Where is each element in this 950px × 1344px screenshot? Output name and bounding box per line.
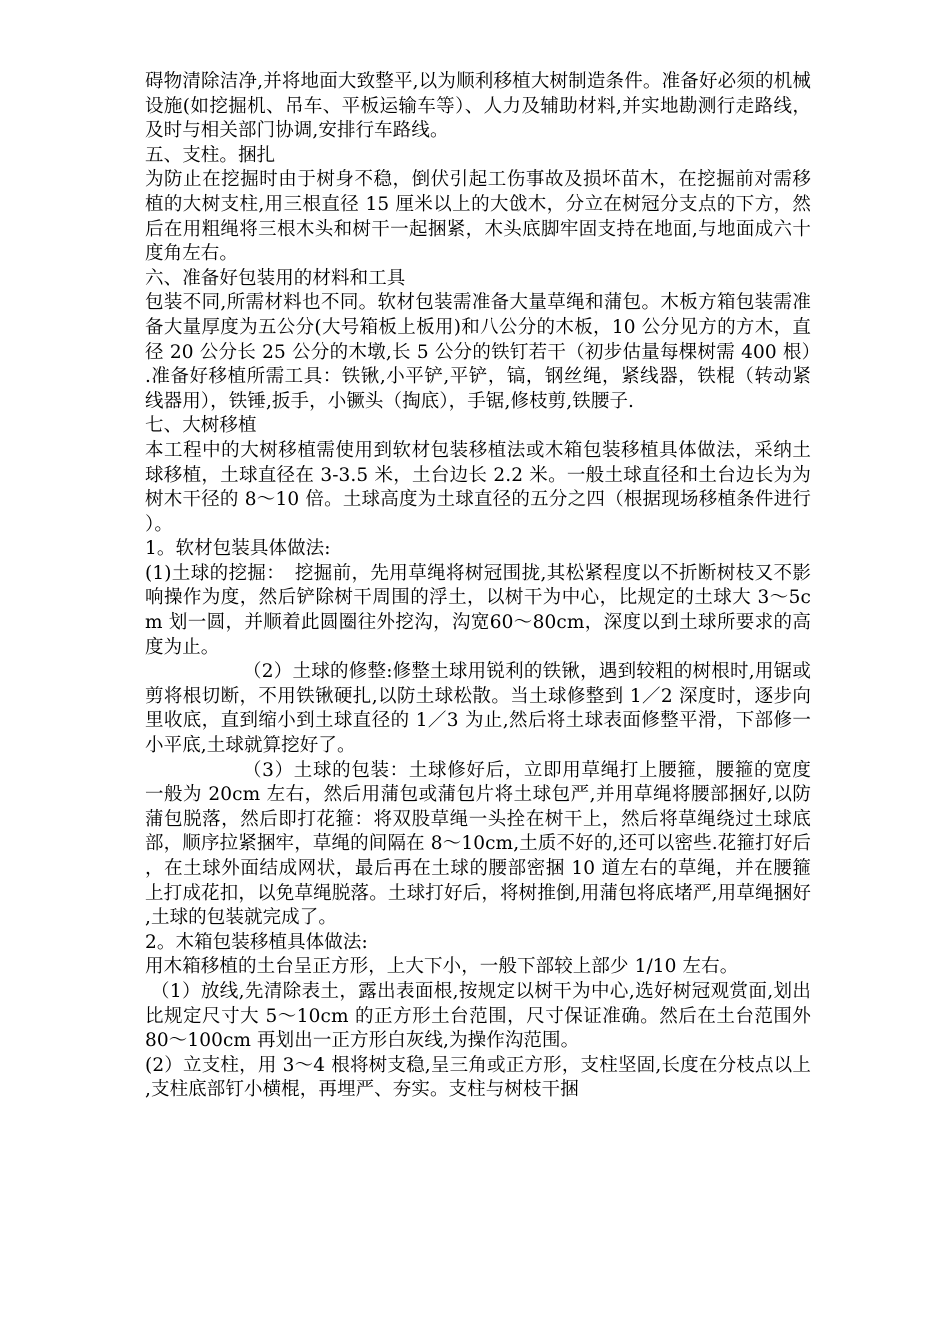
body-paragraph: 为防止在挖掘时由于树身不稳，倒伏引起工伤事故及损坏苗木，在挖掘前对需移植的大树支柱,用三根直径 15 厘米以上的大戗木，分立在树冠分支点的下方，然后在用粗绳将三根木头和树干一起捆紧，木头底脚牢固支持在地面,与地面成六十度角左右。	[145, 169, 811, 265]
document-page	[145, 70, 811, 1103]
body-paragraph: 用木箱移植的土台呈正方形，上大下小，一般下部较上部少 1/10 左右。	[145, 956, 739, 978]
body-paragraph: （2）土球的修整:修整土球用锐利的铁锹，遇到较粗的树根时,用锯或剪将根切断，不用铁锹硬扎,以防土球松散。当土球修整到 1／2 深度时，逐步向里收底，直到缩小到土球直径的 1／3 为止,然后将土球表面修整平滑，下部修一小平底,土球就算挖好了。	[145, 661, 811, 757]
body-paragraph: (1)土球的挖掘： 挖掘前，先用草绳将树冠围拢,其松紧程度以不折断树枝又不影响操作为度，然后铲除树干周围的浮土，以树干为中心，比规定的土球大 3～5cm 划一圆，并顺着此圆圈往外挖沟，沟宽60～80cm，深度以到土球所要求的高度为止。	[145, 562, 811, 658]
section-heading: 七、大树移植	[145, 415, 257, 437]
section-heading: 1。软材包装具体做法:	[145, 538, 331, 560]
body-paragraph: （1）放线,先清除表土，露出表面根,按规定以树干为中心,选好树冠观赏面,划出比规定尺寸大 5～10cm 的正方形土台范围，尺寸保证准确。然后在土台范围外 80～100cm 再划出一正方形白灰线,为操作沟范围。	[145, 980, 811, 1052]
section-heading: 2。木箱包装移植具体做法:	[145, 931, 368, 953]
body-paragraph: (2）立支柱，用 3～4 根将树支稳,呈三角或正方形，支柱坚固,长度在分枝点以上,支柱底部钉小横棍，再埋严、夯实。支柱与树枝干捆	[145, 1054, 811, 1101]
section-heading: 五、支柱。捆扎	[145, 144, 276, 166]
body-paragraph: 碍物清除洁净,并将地面大致整平,以为顺利移植大树制造条件。准备好必须的机械设施(如挖掘机、吊车、平板运输车等）、人力及辅助材料,并实地勘测行走路线，及时与相关部门协调,安排行车路线。	[145, 71, 811, 142]
body-paragraph: （3）土球的包装：土球修好后，立即用草绳打上腰箍，腰箍的宽度一般为 20cm 左右，然后用蒲包或蒲包片将土球包严,并用草绳将腰部捆好,以防蒲包脱落，然后即打花箍：将双股草绳一头拴在树干上，然后将草绳绕过土球底部，顺序拉紧捆牢，草绳的间隔在 8～10cm,土质不好的,还可以密些.花箍打好后，在土球外面结成网状，最后再在土球的腰部密捆 10 道左右的草绳，并在腰箍上打成花扣，以免草绳脱落。土球打好后，将树推倒,用蒲包将底堵严,用草绳捆好,土球的包装就完成了。	[145, 759, 811, 929]
section-heading: 六、准备好包装用的材料和工具	[145, 267, 406, 289]
body-paragraph: 包装不同,所需材料也不同。软材包装需准备大量草绳和蒲包。木板方箱包装需准备大量厚度为五公分(大号箱板上板用)和八公分的木板，10 公分见方的方木，直径 20 公分长 25 公分的木墩,长 5 公分的铁钉若干（初步估量每棵树需 400 根）.准备好移植所需工具：铁锹,小平铲,平铲，镐，钢丝绳，紧线器，铁棍（转动紧线器用），铁锤,扳手，小镢头（掏底），手锯,修枝剪,铁腰子.	[145, 292, 811, 412]
body-paragraph: 本工程中的大树移植需使用到软材包装移植法或木箱包装移植具体做法，采纳土球移植，土球直径在 3-3.5 米，土台边长 2.2 米。一般土球直径和土台边长为为树木干径的 8～10 倍。土球高度为土球直径的五分之四（根据现场移植条件进行）。	[145, 439, 811, 535]
